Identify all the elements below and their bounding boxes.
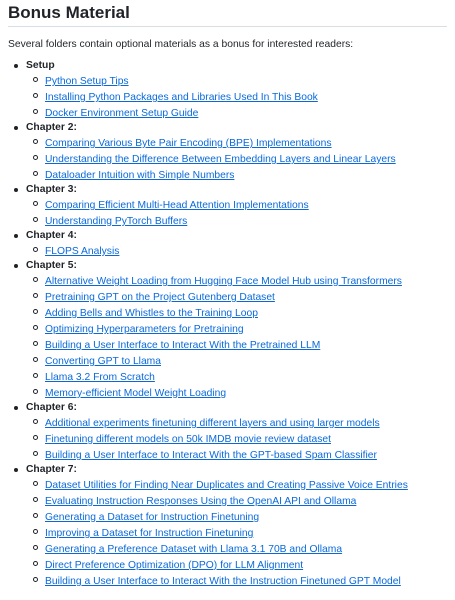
section-title: Chapter 4: [26, 230, 77, 241]
link-list-item [45, 385, 447, 398]
link-list-item [45, 415, 447, 428]
bullet-circle-icon [33, 139, 38, 144]
bullet-circle-icon [33, 577, 38, 582]
bullet-circle-icon [33, 561, 38, 566]
resource-link[interactable]: Pretraining GPT on the Project Gutenberg Dataset [45, 292, 275, 303]
resource-link[interactable]: Improving a Dataset for Instruction Finetuning [45, 528, 254, 539]
section-title: Chapter 6: [26, 402, 77, 413]
section-link-list [26, 243, 447, 256]
section-list [8, 59, 447, 586]
bullet-disc-icon [14, 406, 18, 410]
bullet-circle-icon [33, 341, 38, 346]
resource-link[interactable]: Building a User Interface to Interact With the GPT-based Spam Classifier [45, 450, 377, 461]
bullet-circle-icon [33, 155, 38, 160]
bullet-circle-icon [33, 325, 38, 330]
resource-link[interactable]: Converting GPT to Llama [45, 356, 161, 367]
bullet-circle-icon [33, 513, 38, 518]
bullet-circle-icon [33, 435, 38, 440]
section-link-list [26, 73, 447, 118]
section-item [26, 121, 447, 180]
resource-link[interactable]: Dataset Utilities for Finding Near Duplicates and Creating Passive Voice Entries [45, 480, 408, 491]
link-list-item [45, 89, 447, 102]
bullet-disc-icon [14, 64, 18, 68]
link-list-item [45, 213, 447, 226]
section-link-list [26, 273, 447, 398]
bullet-circle-icon [33, 293, 38, 298]
resource-link[interactable]: Comparing Various Byte Pair Encoding (BPE) Implementations [45, 138, 332, 149]
bullet-disc-icon [14, 264, 18, 268]
section-title: Setup [26, 60, 55, 71]
resource-link[interactable]: Finetuning different models on 50k IMDB movie review dataset [45, 434, 331, 445]
bullet-circle-icon [33, 357, 38, 362]
section-item [26, 259, 447, 398]
section-item [26, 229, 447, 256]
link-list-item [45, 493, 447, 506]
link-list-item [45, 509, 447, 522]
resource-link[interactable]: Comparing Efficient Multi-Head Attention Implementations [45, 200, 309, 211]
bullet-circle-icon [33, 93, 38, 98]
bullet-circle-icon [33, 217, 38, 222]
bullet-circle-icon [33, 419, 38, 424]
link-list-item [45, 447, 447, 460]
link-list-item [45, 541, 447, 554]
link-list-item [45, 151, 447, 164]
link-list-item [45, 369, 447, 382]
link-list-item [45, 167, 447, 180]
bullet-circle-icon [33, 201, 38, 206]
bullet-circle-icon [33, 529, 38, 534]
resource-link[interactable]: Understanding the Difference Between Embedding Layers and Linear Layers [45, 154, 396, 165]
section-link-list [26, 477, 447, 586]
link-list-item [45, 273, 447, 286]
resource-link[interactable]: Evaluating Instruction Responses Using the OpenAI API and Ollama [45, 496, 357, 507]
bullet-circle-icon [33, 545, 38, 550]
link-list-item [45, 337, 447, 350]
section-link-list [26, 197, 447, 226]
section-link-list [26, 135, 447, 180]
section-link-list [26, 415, 447, 460]
resource-link[interactable]: Python Setup Tips [45, 76, 129, 87]
bullet-circle-icon [33, 497, 38, 502]
bullet-circle-icon [33, 451, 38, 456]
intro-text: Several folders contain optional materials as a bonus for interested readers: [8, 39, 354, 50]
bullet-disc-icon [14, 468, 18, 472]
bullet-disc-icon [14, 188, 18, 192]
link-list-item [45, 135, 447, 148]
resource-link[interactable]: Dataloader Intuition with Simple Numbers [45, 170, 235, 181]
resource-link[interactable]: Generating a Dataset for Instruction Finetuning [45, 512, 260, 523]
section-item [26, 183, 447, 226]
resource-link[interactable]: Understanding PyTorch Buffers [45, 216, 188, 227]
resource-link[interactable]: Memory-efficient Model Weight Loading [45, 388, 227, 399]
bullet-circle-icon [33, 481, 38, 486]
bullet-circle-icon [33, 109, 38, 114]
heading-divider [8, 26, 447, 27]
resource-link[interactable]: Additional experiments finetuning different layers and using larger models [45, 418, 380, 429]
link-list-item [45, 353, 447, 366]
link-list-item [45, 105, 447, 118]
link-list-item [45, 557, 447, 570]
resource-link[interactable]: Building a User Interface to Interact With the Pretrained LLM [45, 340, 321, 351]
link-list-item [45, 431, 447, 444]
resource-link[interactable]: Direct Preference Optimization (DPO) for LLM Alignment [45, 560, 304, 571]
bullet-disc-icon [14, 234, 18, 238]
resource-link[interactable]: Adding Bells and Whistles to the Training Loop [45, 308, 258, 319]
link-list-item [45, 243, 447, 256]
resource-link[interactable]: Installing Python Packages and Libraries Used In This Book [45, 92, 318, 103]
resource-link[interactable]: Docker Environment Setup Guide [45, 108, 199, 119]
link-list-item [45, 305, 447, 318]
resource-link[interactable]: Generating a Preference Dataset with Llama 3.1 70B and Ollama [45, 544, 343, 555]
bullet-circle-icon [33, 77, 38, 82]
page-title: Bonus Material [8, 3, 130, 22]
section-item [26, 463, 447, 586]
link-list-item [45, 477, 447, 490]
resource-link[interactable]: Llama 3.2 From Scratch [45, 372, 155, 383]
bullet-circle-icon [33, 373, 38, 378]
bullet-circle-icon [33, 247, 38, 252]
link-list-item [45, 525, 447, 538]
bullet-disc-icon [14, 126, 18, 130]
resource-link[interactable]: FLOPS Analysis [45, 246, 120, 257]
resource-link[interactable]: Alternative Weight Loading from Hugging Face Model Hub using Transformers [45, 276, 402, 287]
link-list-item [45, 73, 447, 86]
section-title: Chapter 2: [26, 122, 77, 133]
section-title: Chapter 5: [26, 260, 77, 271]
bullet-circle-icon [33, 309, 38, 314]
bullet-circle-icon [33, 389, 38, 394]
section-item [26, 59, 447, 118]
section-title: Chapter 7: [26, 464, 77, 475]
section-item [26, 401, 447, 460]
link-list-item [45, 197, 447, 210]
bullet-circle-icon [33, 277, 38, 282]
link-list-item [45, 321, 447, 334]
link-list-item [45, 289, 447, 302]
bullet-circle-icon [33, 171, 38, 176]
resource-link[interactable]: Optimizing Hyperparameters for Pretraining [45, 324, 244, 335]
resource-link[interactable]: Building a User Interface to Interact With the Instruction Finetuned GPT Model [45, 576, 401, 587]
link-list-item [45, 573, 447, 586]
section-title: Chapter 3: [26, 184, 77, 195]
